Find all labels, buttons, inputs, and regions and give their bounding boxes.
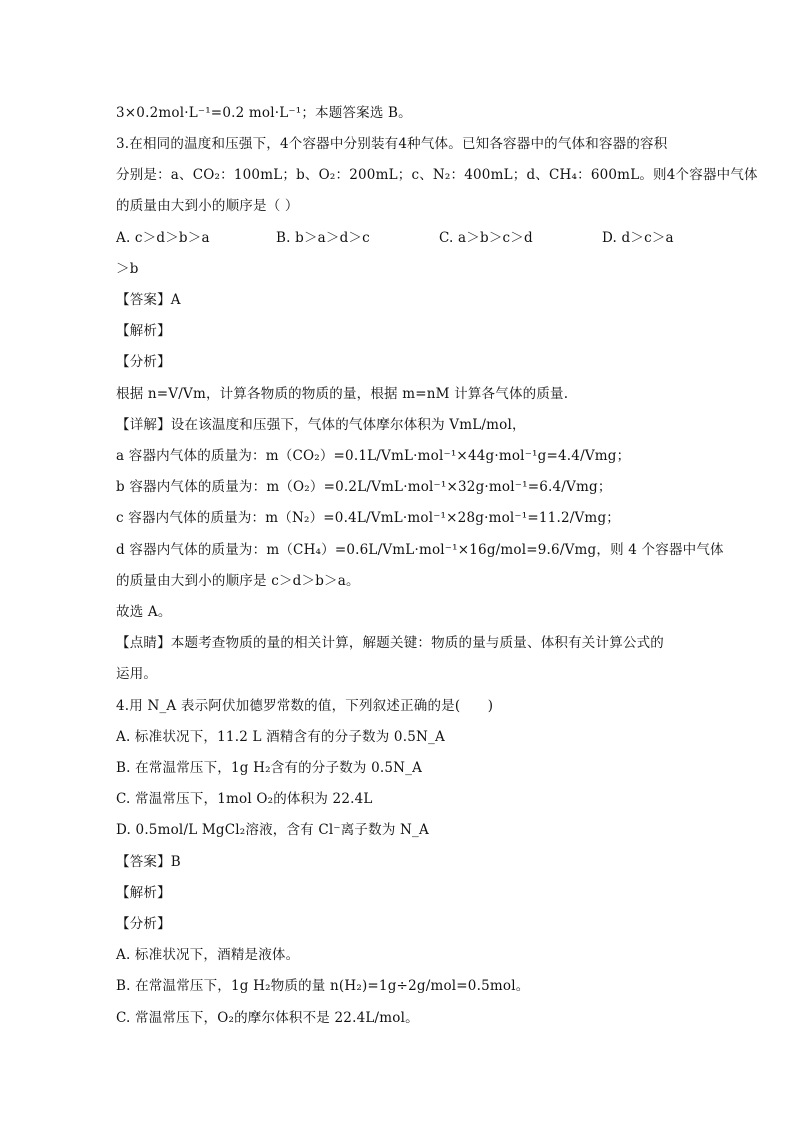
option-d-continued: ＞b [116,261,139,277]
option-d: D. d＞c＞a [602,230,674,246]
text-line: 根据 n=V/Vm，计算各物质的物质的量，根据 m=nM 计算各气体的质量. [116,386,569,402]
option-c: C. a＞b＞c＞d [439,230,533,246]
text-line: C. 常温常压下，O₂的摩尔体积不是 22.4L/mol。 [116,1010,419,1026]
text-line: 的质量由大到小的顺序是（ ） [116,198,299,214]
option-b: B. b＞a＞d＞c [276,230,370,246]
analysis-heading: 【解析】 [116,885,171,901]
option-a: A. c＞d＞b＞a [116,230,210,246]
option-a: A. 标准状况下，11.2 L 酒精含有的分子数为 0.5N_A [116,729,445,745]
text-line: 分别是：a、CO₂：100mL；b、O₂：200mL；c、N₂：400mL；d、CH₄：600mL。则4个容器中气体 [116,167,758,183]
answer-heading: 【答案】A [116,292,181,308]
text-line: A. 标准状况下，酒精是液体。 [116,947,300,963]
analysis-subheading: 【分析】 [116,916,171,932]
option-c: C. 常温常压下，1mol O₂的体积为 22.4L [116,791,373,807]
question-3-stem: 3.在相同的温度和压强下，4个容器中分别装有4种气体。已知各容器中的气体和容器的容积 [116,136,668,152]
option-b: B. 在常温常压下，1g H₂含有的分子数为 0.5N_A [116,760,423,776]
text-line: b 容器内气体的质量为：m（O₂）=0.2L/VmL·mol⁻¹×32g·mol⁻¹=6.4/Vmg； [116,479,612,495]
text-line: 的质量由大到小的顺序是 c＞d＞b＞a。 [116,573,360,589]
answer-heading: 【答案】B [116,854,181,870]
question-3-options [116,228,696,248]
option-d: D. 0.5mol/L MgCl₂溶液，含有 Cl⁻离子数为 N_A [116,822,429,838]
analysis-subheading: 【分析】 [116,354,171,370]
text-line: d 容器内气体的质量为：m（CH₄）=0.6L/VmL·mol⁻¹×16g/mol=9.6/Vmg，则 4 个容器中气体 [116,542,724,558]
question-4-stem: 4.用 N_A 表示阿伏加德罗常数的值，下列叙述正确的是( ) [116,698,494,714]
key-point-heading: 【点睛】本题考查物质的量的相关计算，解题关键：物质的量与质量、体积有关计算公式的 [116,635,664,651]
detail-heading: 【详解】设在该温度和压强下，气体的气体摩尔体积为 VmL/mol， [116,417,526,433]
analysis-heading: 【解析】 [116,323,171,339]
text-line: c 容器内气体的质量为：m（N₂）=0.4L/VmL·mol⁻¹×28g·mol⁻¹=11.2/Vmg； [116,510,620,526]
text-line: a 容器内气体的质量为：m（CO₂）=0.1L/VmL·mol⁻¹×44g·mol⁻¹g=4.4/Vmg； [116,448,631,464]
text-line: 故选 A。 [116,604,172,620]
text-line: 运用。 [116,666,158,682]
text-line: 3×0.2mol·L⁻¹=0.2 mol·L⁻¹；本题答案选 B。 [116,105,412,121]
text-line: B. 在常温常压下，1g H₂物质的量 n(H₂)=1g÷2g/mol=0.5mol。 [116,978,530,994]
